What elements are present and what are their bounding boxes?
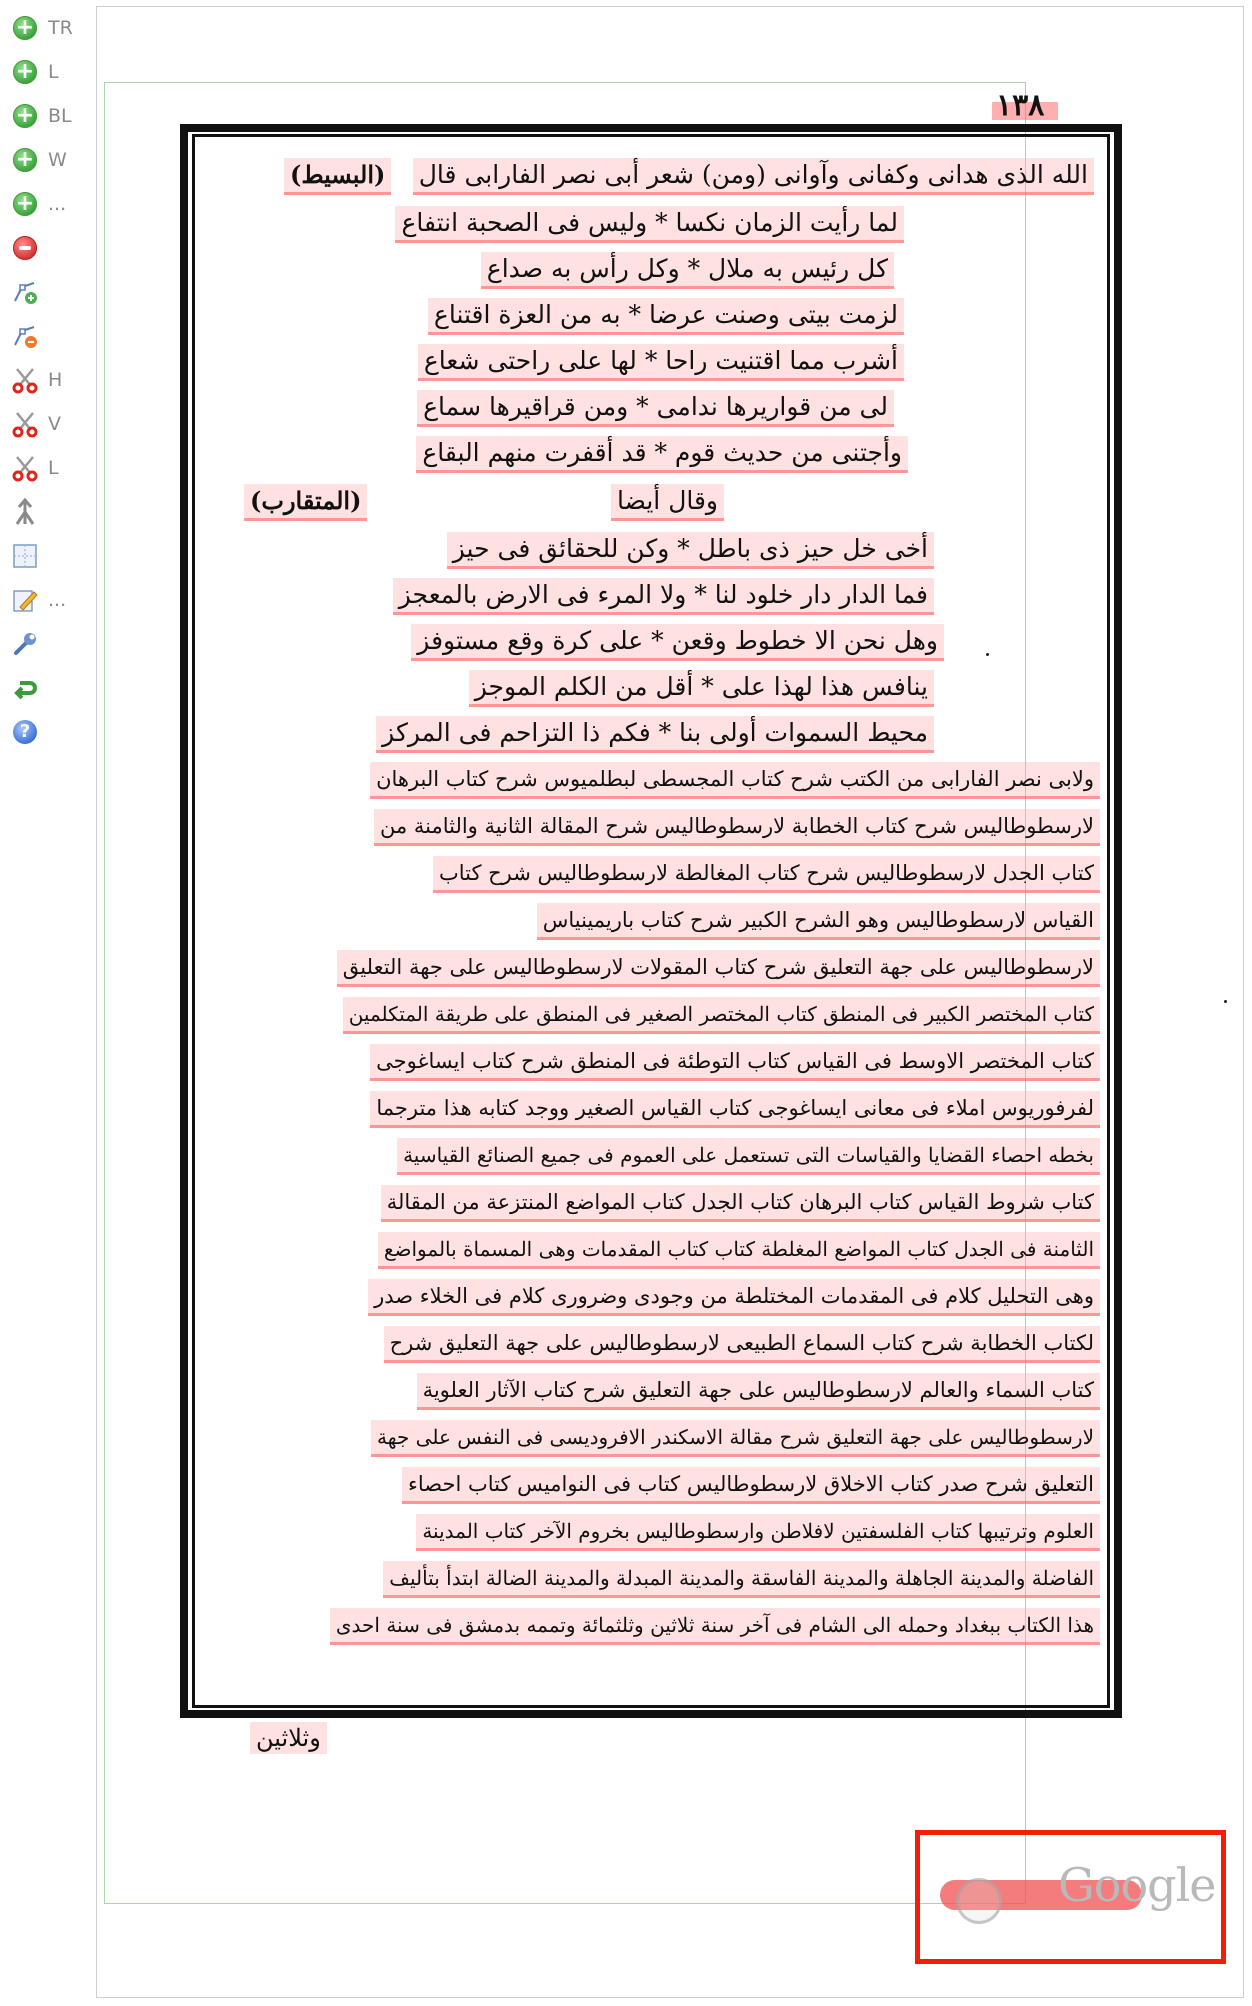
verse-line[interactable]: لما رأيت الزمان نكسا * وليس فى الصحبة انتفاع — [395, 206, 904, 243]
help-icon: ? — [10, 717, 40, 747]
scissors-icon — [10, 365, 40, 395]
prose-line[interactable]: لارسطوطاليس شرح كتاب الخطابة لارسطوطاليس شرح المقالة الثانية والثامنة من — [374, 809, 1100, 846]
remove-region-button[interactable] — [10, 232, 40, 264]
prose-line[interactable]: القياس لارسطوطاليس وهو الشرح الكبير شرح كتاب باريمينياس — [537, 903, 1100, 940]
tool-label: H — [48, 369, 63, 391]
prose-line[interactable]: هذا الكتاب ببغداد وحمله الى الشام فى آخر سنة ثلاثين وثلثمائة وتممه بدمشق فى سنة احدى — [330, 1608, 1100, 1645]
tool-palette — [0, 0, 92, 2006]
speck — [1224, 1000, 1227, 1003]
meter-label[interactable]: (المتقارب) — [244, 484, 367, 521]
plus-icon: + — [10, 13, 40, 43]
selection-box[interactable] — [915, 1830, 1226, 1964]
prose-line[interactable]: كتاب المختصر الكبير فى المنطق كتاب المختصر الصغير فى المنطق على طريقة المتكلمين — [343, 997, 1100, 1034]
verse-line[interactable]: لزمت بيتى وصنت عرضا * به من العزة اقتناع — [428, 298, 904, 335]
scissors-icon — [10, 409, 40, 439]
verse-line[interactable]: ينافس هذا لهذا على * أقل من الكلم الموجز — [469, 670, 934, 707]
add-point-button[interactable] — [10, 276, 40, 308]
tool-label: ... — [48, 589, 67, 611]
settings-button[interactable] — [10, 628, 40, 660]
add-region-w-button[interactable] — [10, 144, 67, 176]
prose-line[interactable]: لكتاب الخطابة شرح كتاب السماع الطبيعى لارسطوطاليس على جهة التعليق شرح — [384, 1326, 1100, 1363]
tool-label: ... — [48, 193, 67, 215]
watermark-text: Google — [1058, 1858, 1216, 1912]
prose-line[interactable]: ولابى نصر الفارابى من الكتب شرح كتاب المجسطى لبطلميوس شرح كتاب البرهان — [370, 762, 1100, 799]
merge-arrow-icon — [10, 497, 40, 527]
table-grid-icon — [10, 541, 40, 571]
grid-button[interactable] — [10, 540, 40, 572]
minus-icon — [10, 233, 40, 263]
plus-icon: + — [10, 101, 40, 131]
wrench-icon — [10, 629, 40, 659]
help-button[interactable] — [10, 716, 40, 748]
verse-line[interactable]: كل رئيس به ملال * وكل رأس به صداع — [481, 252, 894, 289]
undo-button[interactable] — [10, 672, 40, 704]
prose-line[interactable]: الفاضلة والمدينة الجاهلة والمدينة الفاسقة والمدينة المبدلة والمدينة الضالة ابتدأ بتأليف — [383, 1561, 1100, 1598]
edit-more-button[interactable] — [10, 584, 66, 616]
prose-line[interactable]: لارسطوطاليس على جهة التعليق شرح مقالة الاسكندر الافروديسى فى النفس على جهة — [371, 1420, 1100, 1457]
pencil-icon — [10, 585, 40, 615]
verse-line[interactable]: أخى خل حيز ذى باطل * وكن للحقائق فى حيز — [447, 532, 934, 569]
meter-label[interactable]: (البسيط) — [284, 158, 391, 195]
add-region-bl-button[interactable] — [10, 100, 72, 132]
add-region-l-button[interactable] — [10, 56, 59, 88]
tool-label: L — [48, 457, 59, 479]
prose-line[interactable]: لفرفوريوس املاء فى معانى ايساغوجى كتاب القياس الصغير ووجد كتابه هذا مترجما — [370, 1091, 1100, 1128]
manuscript-text — [204, 150, 1104, 1690]
verse-line[interactable]: وهل نحن الا خطوط وقعن * على كرة وقع مستوفز — [411, 624, 944, 661]
prose-line[interactable]: كتاب الجدل لارسطوطاليس شرح كتاب المغالطة لارسطوطاليس شرح كتاب — [433, 856, 1100, 893]
page-number: ١٣٨ — [996, 88, 1045, 123]
add-region-tr-button[interactable] — [10, 12, 73, 44]
tool-label: TR — [48, 17, 73, 39]
prose-line[interactable]: الثامنة فى الجدل كتاب المواضع المغلطة كتاب كتاب المقدمات وهى المسماة بالمواضع — [378, 1232, 1100, 1269]
prose-line[interactable]: كتاب شروط القياس كتاب البرهان كتاب الجدل كتاب المواضع المنتزعة من المقالة — [381, 1185, 1100, 1222]
tool-label: L — [48, 61, 59, 83]
speck — [986, 653, 989, 656]
tool-label: BL — [48, 105, 72, 127]
prose-line[interactable]: كتاب المختصر الاوسط فى القياس كتاب التوطئة فى المنطق شرح كتاب ايساغوجى — [370, 1044, 1100, 1081]
plus-icon: + — [10, 189, 40, 219]
prose-line[interactable]: كتاب السماء والعالم لارسطوطاليس على جهة التعليق شرح كتاب الآثار العلوية — [417, 1373, 1100, 1410]
prose-line[interactable]: بخطه احصاء القضايا والقياسات التى تستعمل على العموم فى جميع الصنائع القياسية — [397, 1138, 1100, 1175]
prose-line[interactable]: العلوم وترتيبها كتاب الفلسفتين لافلاطن وارسطوطاليس بخروم الآخر كتاب المدينة — [416, 1514, 1100, 1551]
verse-line[interactable]: وأجتنى من حديث قوم * قد أقفرت منهم البقاع — [416, 436, 908, 473]
add-node-icon — [10, 277, 40, 307]
verse-line[interactable]: فما الدار دار خلود لنا * ولا المرء فى الارض بالمعجز — [393, 578, 934, 615]
catchword[interactable]: وثلاثين — [250, 1722, 327, 1754]
undo-arrow-icon — [10, 673, 40, 703]
verse-line[interactable]: محيط السموات أولى بنا * فكم ذا التزاحم فى المركز — [376, 716, 934, 753]
prose-line[interactable]: التعليق شرح صدر كتاب الاخلاق لارسطوطاليس كتاب فى النواميس كتاب احصاء — [402, 1467, 1100, 1504]
verse-line[interactable]: أشرب مما اقتنيت راحا * لها على راحتى شعاع — [418, 344, 904, 381]
prose-line[interactable]: لارسطوطاليس على جهة التعليق شرح كتاب المقولات لارسطوطاليس على جهة التعليق — [337, 950, 1100, 987]
verse-line[interactable]: لى من قواريرها ندامى * ومن قراقيرها سماع — [417, 390, 894, 427]
split-l-button[interactable] — [10, 452, 59, 484]
tool-label: W — [48, 149, 67, 171]
split-h-button[interactable] — [10, 364, 62, 396]
text-line[interactable]: الله الذى هدانى وكفانى وآوانى (ومن) شعر أبى نصر الفارابى قال — [413, 158, 1094, 195]
plus-icon: + — [10, 145, 40, 175]
remove-point-button[interactable] — [10, 320, 40, 352]
remove-node-icon — [10, 321, 40, 351]
scissors-icon — [10, 453, 40, 483]
tool-label: V — [48, 413, 61, 435]
plus-icon: + — [10, 57, 40, 87]
prose-line[interactable]: وهى التحليل كلام فى المقدمات المختلطة من وجودى وضرورى كلام فى الخلاء صدر — [368, 1279, 1100, 1316]
add-more-button[interactable] — [10, 188, 66, 220]
split-v-button[interactable] — [10, 408, 61, 440]
merge-button[interactable] — [10, 496, 40, 528]
text-line[interactable]: وقال أيضا — [611, 484, 724, 521]
